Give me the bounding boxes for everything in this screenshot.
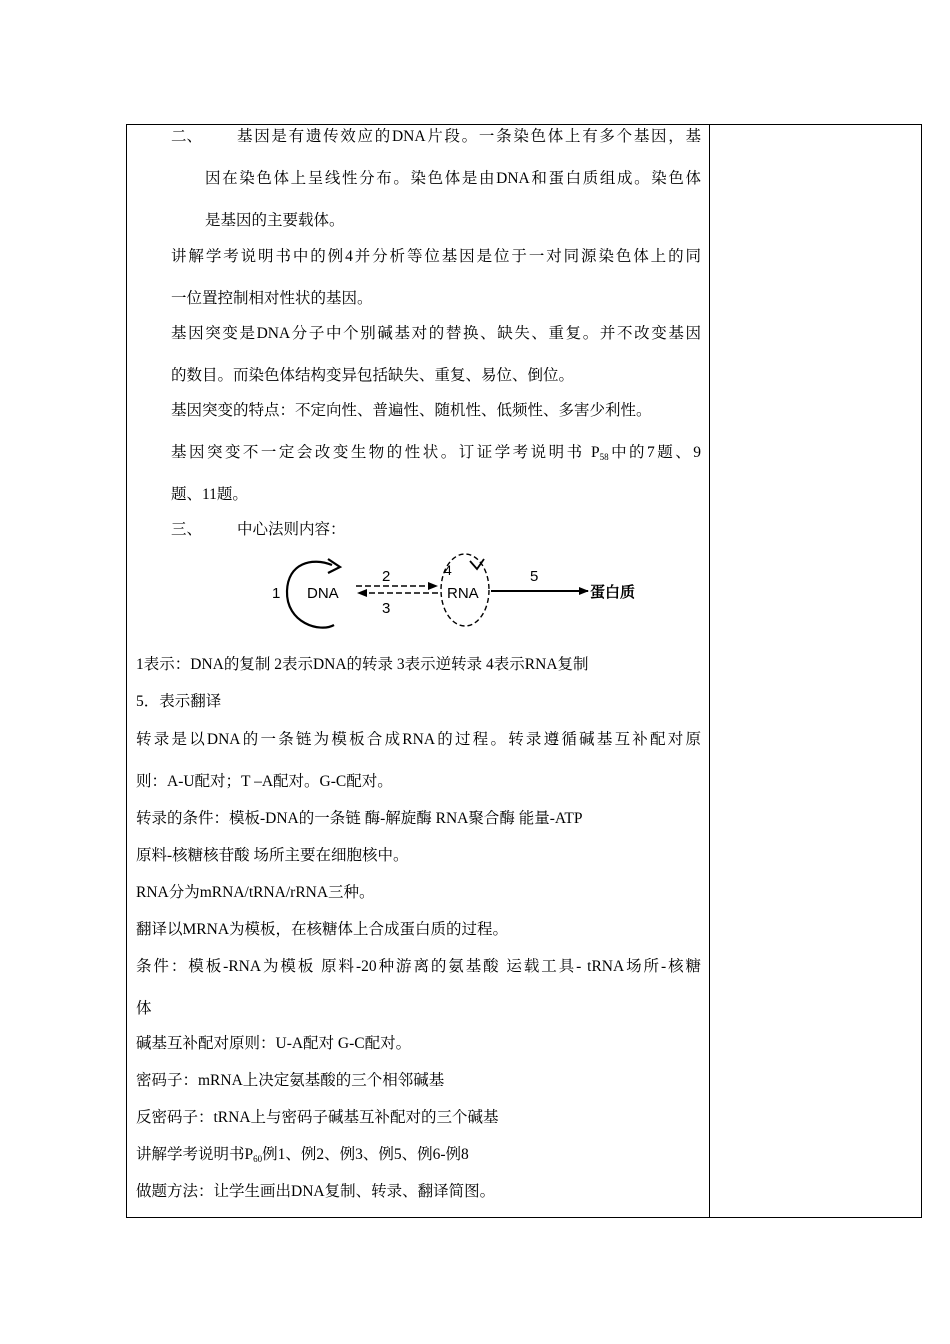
trait-line1: 基因突变不一定会改变生物的性状。订证学考说明书 $P_{58}$中的7题、9 bbox=[171, 444, 701, 462]
codon-def: 密码子：mRNA上决定氨基酸的三个相邻碱基 bbox=[136, 1072, 445, 1089]
legend-line2: 5．表示翻译 bbox=[136, 693, 222, 710]
section2-line3: 是基因的主要载体。 bbox=[205, 212, 345, 229]
label-1: 1 bbox=[272, 585, 281, 602]
method-line: 做题方法：让学生画出DNA复制、转录、翻译简图。 bbox=[136, 1183, 496, 1200]
lesson-table bbox=[126, 124, 922, 1218]
mutation-features: 基因突变的特点：不定向性、普遍性、随机性、低频性、多害少利性。 bbox=[171, 402, 652, 419]
label-2: 2 bbox=[382, 568, 391, 585]
base-pairing-rule: 碱基互补配对原则：U-A配对 G-C配对。 bbox=[136, 1035, 412, 1052]
label-5: 5 bbox=[530, 568, 539, 585]
rna-types: RNA分为mRNA/tRNA/rRNA三种。 bbox=[136, 884, 375, 901]
trait-line2: 题、11题。 bbox=[171, 486, 248, 503]
column-divider bbox=[709, 125, 710, 1217]
examples-line: 讲解学考说明书$P_{60}$例1、例2、例3、例5、例6-例8 bbox=[136, 1146, 469, 1164]
transcription-def-line2: 则：A-U配对；T –A配对。G-C配对。 bbox=[136, 773, 393, 790]
transcription-conditions-2: 原料-核糖核苷酸 场所主要在细胞核中。 bbox=[136, 847, 409, 864]
example-line1: 讲解学考说明书中的例4并分析等位基因是位于一对同源染色体上的同 bbox=[171, 248, 701, 265]
section2-number: 二、 bbox=[171, 128, 203, 145]
section3-title: 中心法则内容： bbox=[237, 521, 346, 538]
content-cell bbox=[127, 125, 709, 1217]
translation-conditions-line2: 体 bbox=[136, 1000, 152, 1017]
section2-line2: 因在染色体上呈线性分布。染色体是由DNA和蛋白质组成。染色体 bbox=[205, 170, 701, 187]
label-3: 3 bbox=[382, 600, 391, 617]
translation-conditions-line1: 条件：模板-RNA为模板 原料-20种游离的氨基酸 运载工具- tRNA场所-核糖 bbox=[136, 958, 701, 975]
example-line2: 一位置控制相对性状的基因。 bbox=[171, 290, 373, 307]
dna-label: DNA bbox=[307, 585, 339, 602]
label-4: 4 bbox=[444, 562, 452, 578]
transcription-def-line1: 转录是以DNA的一条链为模板合成RNA的过程。转录遵循碱基互补配对原 bbox=[136, 731, 701, 748]
transcription-conditions-1: 转录的条件：模板-DNA的一条链 酶-解旋酶 RNA聚合酶 能量-ATP bbox=[136, 810, 583, 827]
anticodon-def: 反密码子：tRNA上与密码子碱基互补配对的三个碱基 bbox=[136, 1109, 499, 1126]
replication-arrowhead bbox=[328, 559, 340, 573]
section3-number: 三、 bbox=[171, 521, 203, 538]
section2-line1: 基因是有遗传效应的DNA片段。一条染色体上有多个基因，基 bbox=[237, 128, 701, 145]
protein-label: 蛋白质 bbox=[590, 584, 636, 601]
mutation-line1: 基因突变是DNA分子中个别碱基对的替换、缺失、重复。并不改变基因 bbox=[171, 325, 701, 342]
legend-line1: 1表示：DNA的复制 2表示DNA的转录 3表示逆转录 4表示RNA复制 bbox=[136, 656, 589, 673]
mutation-line2: 的数目。而染色体结构变异包括缺失、重复、易位、倒位。 bbox=[171, 367, 575, 384]
translation-def: 翻译以MRNA为模板，在核糖体上合成蛋白质的过程。 bbox=[136, 921, 509, 938]
rna-label: RNA bbox=[447, 585, 479, 602]
central-dogma-diagram bbox=[272, 553, 647, 633]
